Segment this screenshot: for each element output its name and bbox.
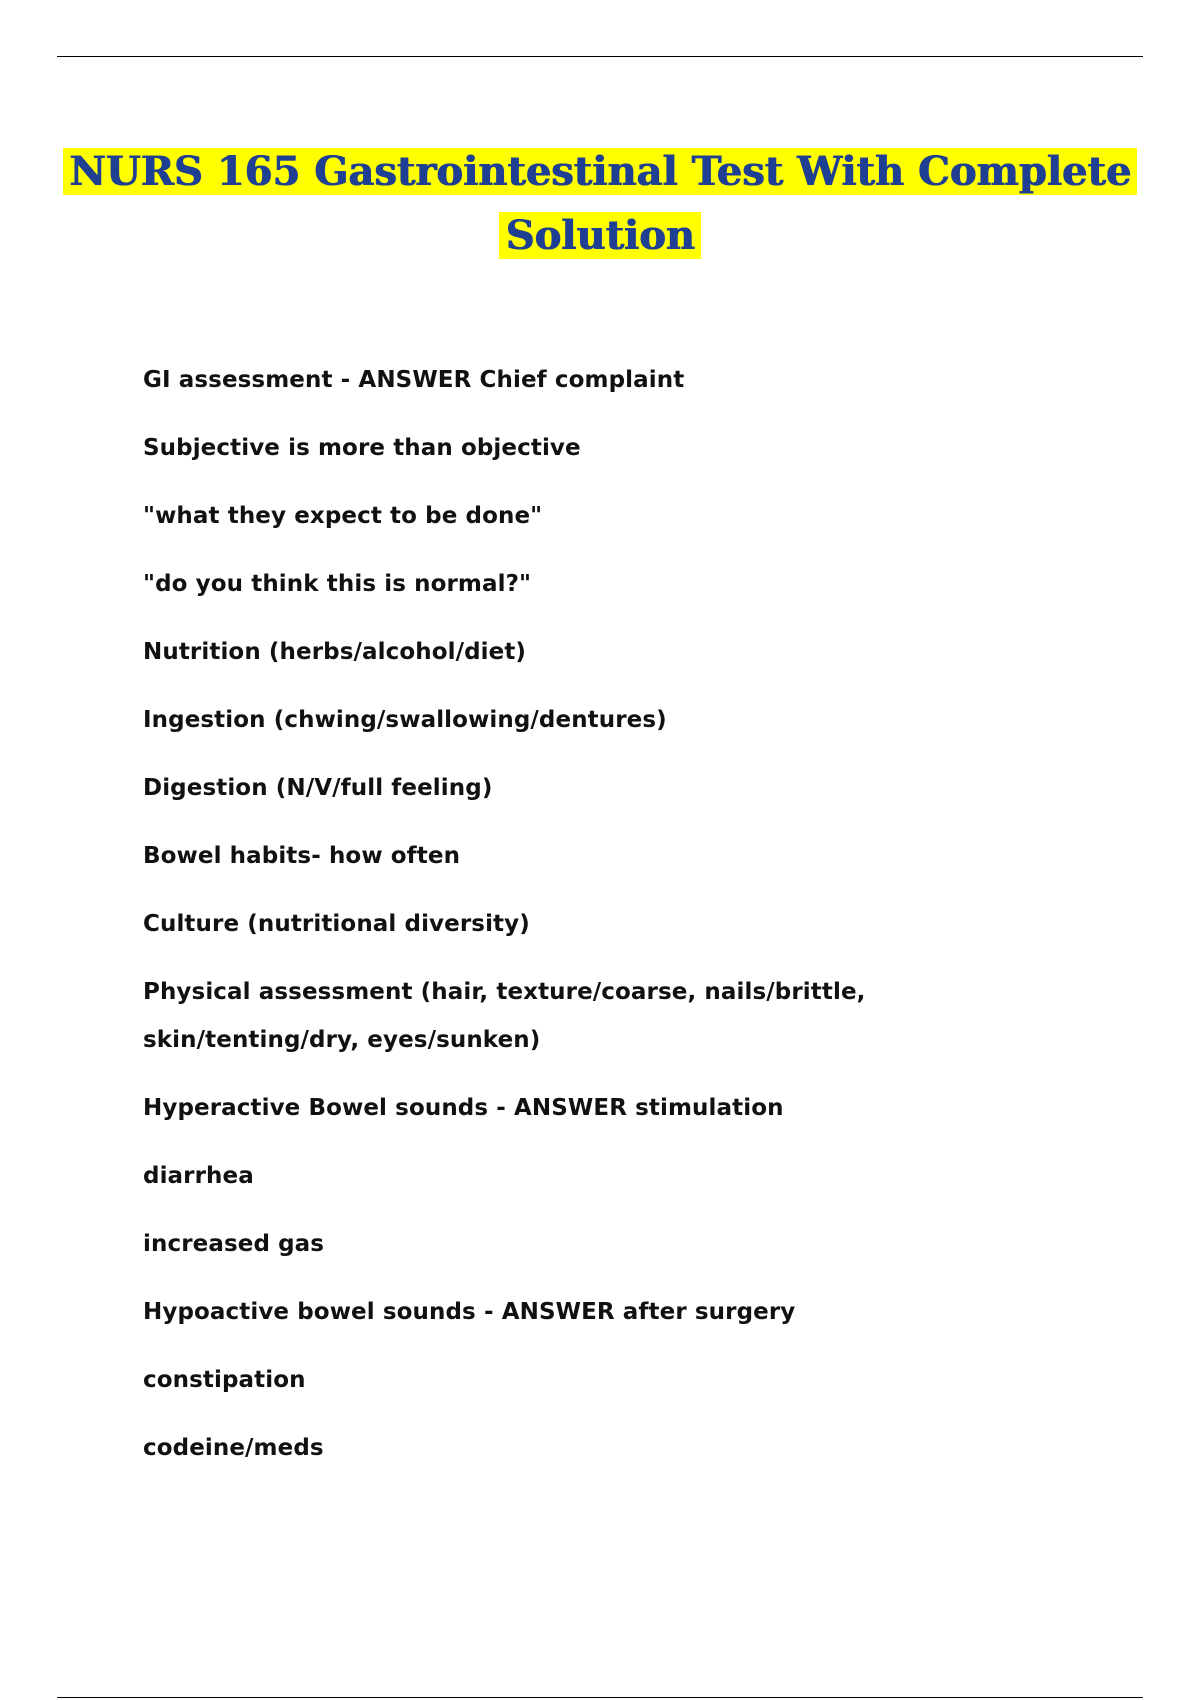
text-line: diarrhea <box>143 1163 254 1189</box>
text-line: Subjective is more than objective <box>143 435 581 461</box>
text-line: Hypoactive bowel sounds - ANSWER after surgery <box>143 1299 796 1325</box>
text-line: increased gas <box>143 1231 325 1257</box>
text-line: "do you think this is normal?" <box>143 571 532 597</box>
text-line: Ingestion (chwing/swallowing/dentures) <box>143 707 667 733</box>
text-line: Bowel habits- how often <box>143 843 461 869</box>
text-line: Digestion (N/V/full feeling) <box>143 775 493 801</box>
text-line: codeine/meds <box>143 1435 324 1461</box>
text-line: constipation <box>143 1367 306 1393</box>
document-title <box>0 140 1200 268</box>
document-title-text: NURS 165 Gastrointestinal Test With Complete Solution <box>63 148 1137 259</box>
text-line: GI assessment - ANSWER Chief complaint <box>143 367 685 393</box>
text-line: Nutrition (herbs/alcohol/diet) <box>143 639 527 665</box>
document-body <box>143 356 1063 1492</box>
text-line: Physical assessment (hair, texture/coarse, nails/brittle, skin/tenting/dry, eyes/sunken) <box>143 979 866 1053</box>
text-line: "what they expect to be done" <box>143 503 543 529</box>
text-line: Culture (nutritional diversity) <box>143 911 530 937</box>
bottom-rule <box>57 1697 1143 1698</box>
top-rule <box>57 56 1143 57</box>
text-line: Hyperactive Bowel sounds - ANSWER stimulation <box>143 1095 784 1121</box>
